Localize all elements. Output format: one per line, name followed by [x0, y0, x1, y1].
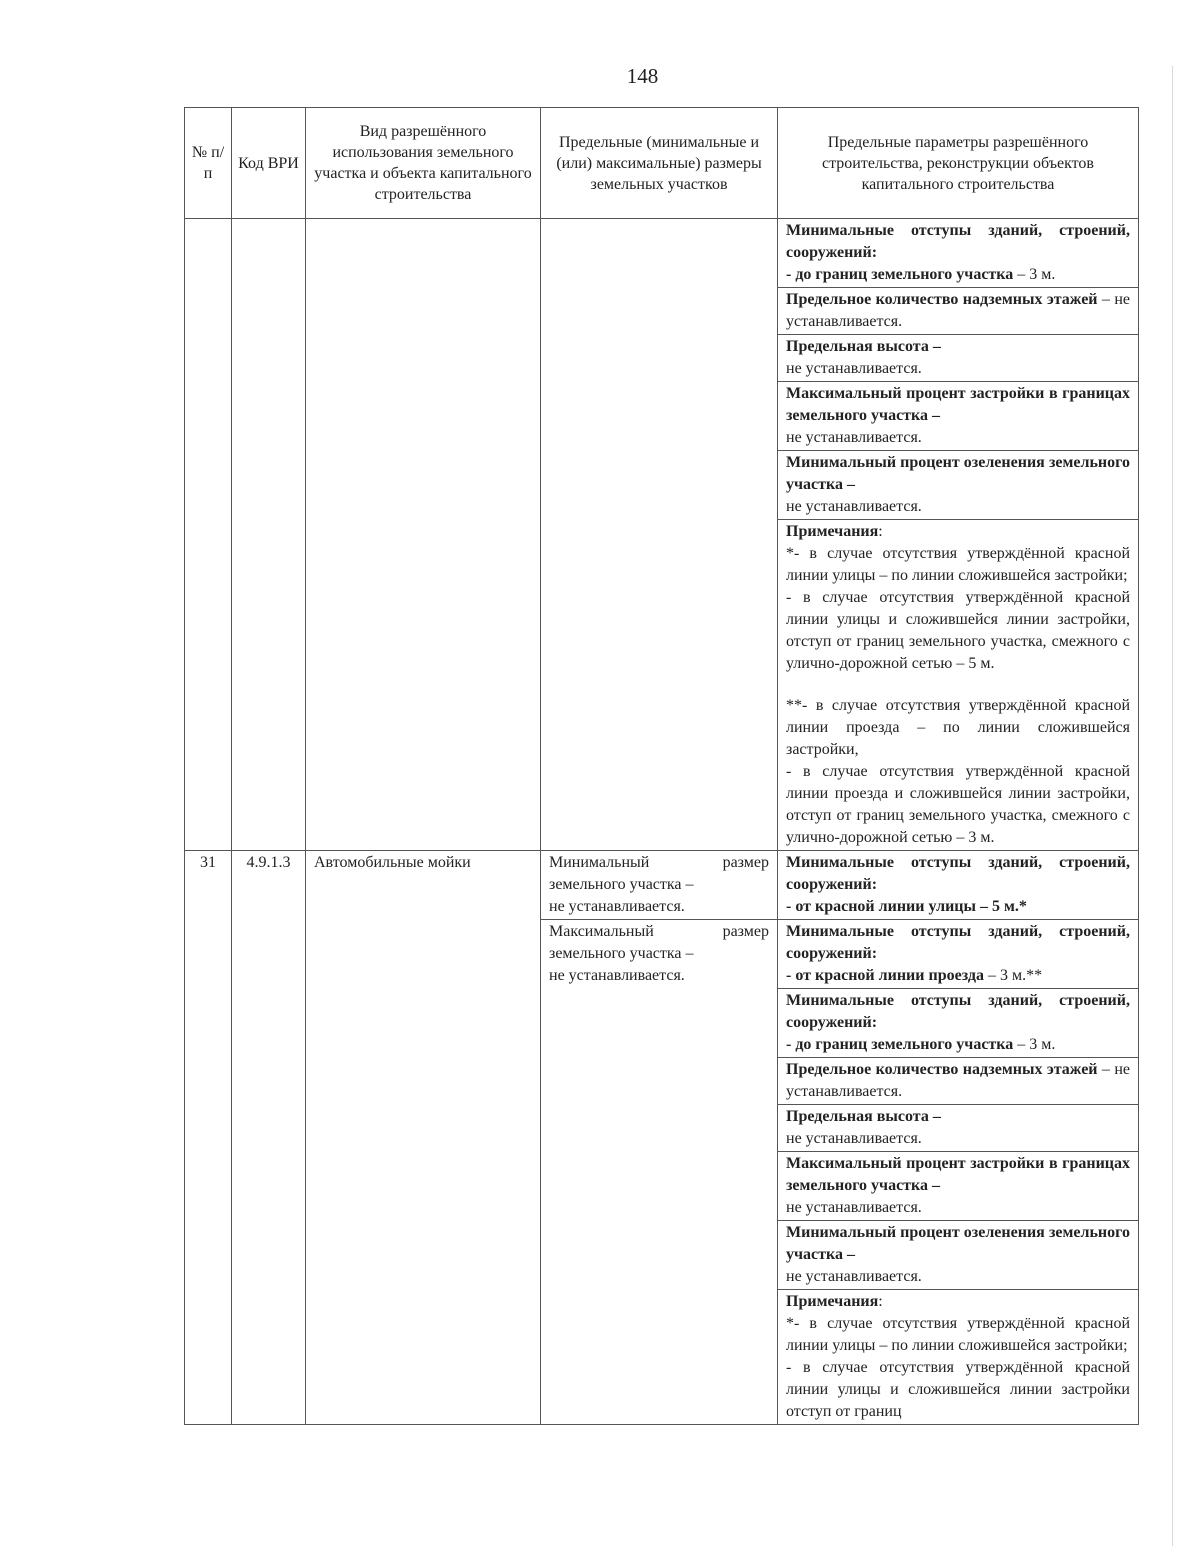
cell-vri-name: Автомобильные мойки	[306, 851, 541, 1425]
param-setbacks-boundary: Минимальные отступы зданий, строений, сооружений: - до границ земельного участка – 3 м.	[778, 989, 1139, 1058]
cell-code-prev	[232, 219, 306, 851]
cell-vri-prev	[306, 219, 541, 851]
regulations-table	[184, 107, 1139, 1425]
param-green-percent: Минимальный процент озеленения земельного участка – не устанавливается.	[778, 1221, 1139, 1290]
header-sizes: Предельные (минимальные и (или) максимальные) размеры земельных участков	[541, 108, 778, 219]
cell-code: 4.9.1.3	[232, 851, 306, 1425]
param-setbacks-street: Минимальные отступы зданий, строений, сооружений: - от красной линии улицы – 5 м.*	[778, 851, 1139, 920]
param-notes: Примечания: *- в случае отсутствия утверждённой красной линии улицы – по линии сложившейся застройки; - в случае отсутствия утверждённой красной линии улицы и сложившейся линии застройки, отступ от границ земельного участка, смежного с улично-дорожной сетью – 5 м. **- в случае отсутствия утверждённой красной линии проезда – по линии сложившейся застройки, - в случае отсутствия утверждённой красной линии проезда и сложившейся линии застройки, отступ от границ земельного участка, смежного с улично-дорожной сетью – 3 м.	[778, 520, 1139, 851]
header-params: Предельные параметры разрешённого строительства, реконструкции объектов капитального строительства	[778, 108, 1139, 219]
header-code: Код ВРИ	[232, 108, 306, 219]
page-number: 148	[626, 64, 659, 88]
cell-num-prev	[185, 219, 232, 851]
table-header-row	[185, 108, 1139, 219]
header-num: № п/п	[185, 108, 232, 219]
param-build-percent: Максимальный процент застройки в границах земельного участка – не устанавливается.	[778, 1152, 1139, 1221]
param-floors: Предельное количество надземных этажей – не устанавливается.	[778, 288, 1139, 335]
param-setbacks-boundary: Минимальные отступы зданий, строений, сооружений: - до границ земельного участка – 3 м.	[778, 219, 1139, 288]
table-row	[185, 851, 1139, 920]
param-height: Предельная высота – не устанавливается.	[778, 1105, 1139, 1152]
param-build-percent: Максимальный процент застройки в границах земельного участка – не устанавливается.	[778, 382, 1139, 451]
cell-sizes-prev	[541, 219, 778, 851]
size-min: Минимальный размер земельного участка – не устанавливается.	[541, 851, 778, 920]
param-green-percent: Минимальный процент озеленения земельного участка – не устанавливается.	[778, 451, 1139, 520]
scan-edge-line	[1172, 66, 1173, 1546]
header-vri: Вид разрешённого использования земельного участка и объекта капитального строительства	[306, 108, 541, 219]
cell-num: 31	[185, 851, 232, 1425]
param-notes: Примечания: *- в случае отсутствия утверждённой красной линии улицы – по линии сложившейся застройки; - в случае отсутствия утверждённой красной линии улицы и сложившейся линии застройки отступ от границ	[778, 1290, 1139, 1425]
param-floors: Предельное количество надземных этажей – не устанавливается.	[778, 1058, 1139, 1105]
param-height: Предельная высота – не устанавливается.	[778, 335, 1139, 382]
table-row	[185, 219, 1139, 288]
param-setbacks-driveway: Минимальные отступы зданий, строений, сооружений: - от красной линии проезда – 3 м.**	[778, 920, 1139, 989]
size-max: Максимальный размер земельного участка – не устанавливается.	[541, 920, 778, 1425]
